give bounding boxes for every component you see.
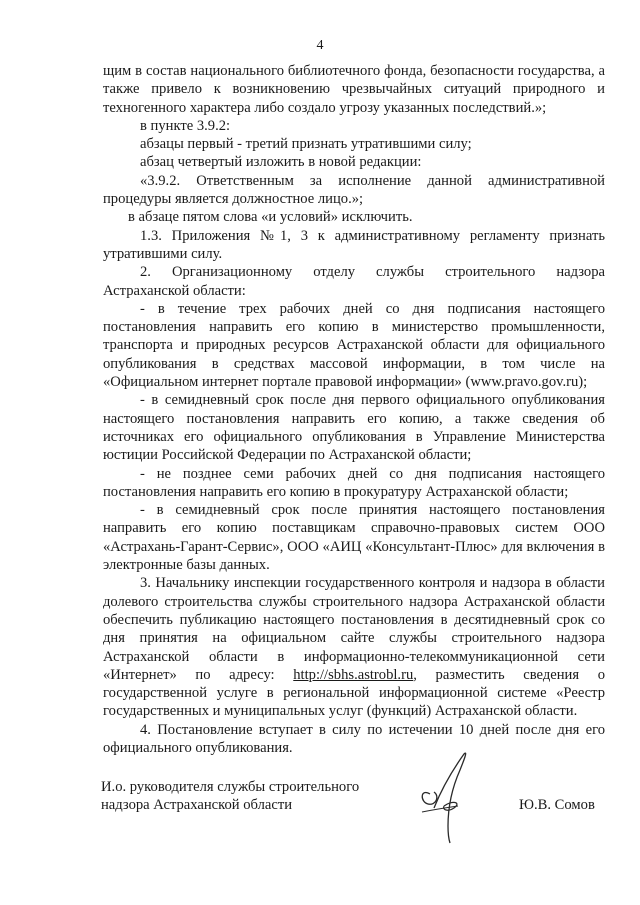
list-item-publication: - в течение трех рабочих дней со дня подписания настоящего постановления направить его копию в министерство промышленности, транспорта и природных ресурсов Астраханской области для официального опубликования в средствах массовой информации, в том числе на «Официальном интернет портале правовой информации» (www.pravo.gov.ru); xyxy=(103,300,605,391)
handwritten-signature xyxy=(414,748,480,844)
paragraph-3-text-end: , разместить сведения о государственной услуге в региональной информационной системе «Реестр государственных и муниципальных услуг (функций) Астраханской области. xyxy=(103,666,605,720)
paragraph-abzats-five: в абзаце пятом слова «и условий» исключить. xyxy=(128,209,413,226)
paragraph-1-3: 1.3. Приложения №1, 3 к административному регламенту признать утратившими силу. xyxy=(103,227,605,262)
paragraph-3-text: 3. Начальнику инспекции государственного контроля и надзора в области долевого строительства службы строительного надзора Астраханской области обеспечить публикацию настоящего постановления в десятидневный срок со дня принятия на официальном сайте службы строительного надзора Астраханской области в информационно-телекоммуникационной сети «Интернет» по адресу: xyxy=(103,575,605,683)
signatory-position xyxy=(101,778,401,815)
paragraph-4: 4. Постановление вступает в силу по истечении 10 дней после дня его официального опубликования. xyxy=(103,721,605,756)
website-link[interactable]: http://sbhs.astrobl.ru xyxy=(293,666,414,683)
list-item-legal-systems: - в семидневный срок после принятия настоящего постановления направить его копию поставщикам справочно-правовых систем ООО «Астрахань-Гарант-Сервис», ООО «АИЦ «Консультант-Плюс» для включения в электронные базы данных. xyxy=(103,502,605,574)
signer-name: Ю.В. Сомов xyxy=(519,797,595,813)
paragraph-continuation: щим в состав национального библиотечного фонда, безопасности государства, а также привело к возникновению чрезвычайных ситуаций природного и техногенного характера либо создало угрозу указанных последствий.»; xyxy=(103,63,605,116)
paragraph-3 xyxy=(103,574,605,720)
paragraph-item-3-9-2: в пункте 3.9.2: xyxy=(140,117,231,134)
document-body xyxy=(103,62,605,757)
paragraph-abzats-new-edition: абзац четвертый изложить в новой редакции: xyxy=(140,154,422,171)
signatory-position-line1: И.о. руководителя службы строительного xyxy=(101,779,360,795)
paragraph-2: 2. Организационному отделу службы строительного надзора Астраханской области: xyxy=(103,264,605,299)
paragraph-quote-3-9-2: «3.9.2. Ответственным за исполнение данной административной процедуры является должностное лицо.»; xyxy=(103,172,605,208)
signatory-position-line2: надзора Астраханской области xyxy=(101,797,293,814)
paragraph-abzatsy-repeal: абзацы первый - третий признать утратившими силу; xyxy=(140,136,472,153)
list-item-prosecutor: - не позднее семи рабочих дней со дня подписания настоящего постановления направить его копию в прокуратуру Астраханской области; xyxy=(103,465,605,500)
page-number: 4 xyxy=(316,38,324,53)
list-item-ministry-justice: - в семидневный срок после дня первого официального опубликования настоящего постановления направить его копию, а также сведения об источниках его официального опубликования в Управление Министерства юстиции Российской Федерации по Астраханской области; xyxy=(103,392,605,464)
